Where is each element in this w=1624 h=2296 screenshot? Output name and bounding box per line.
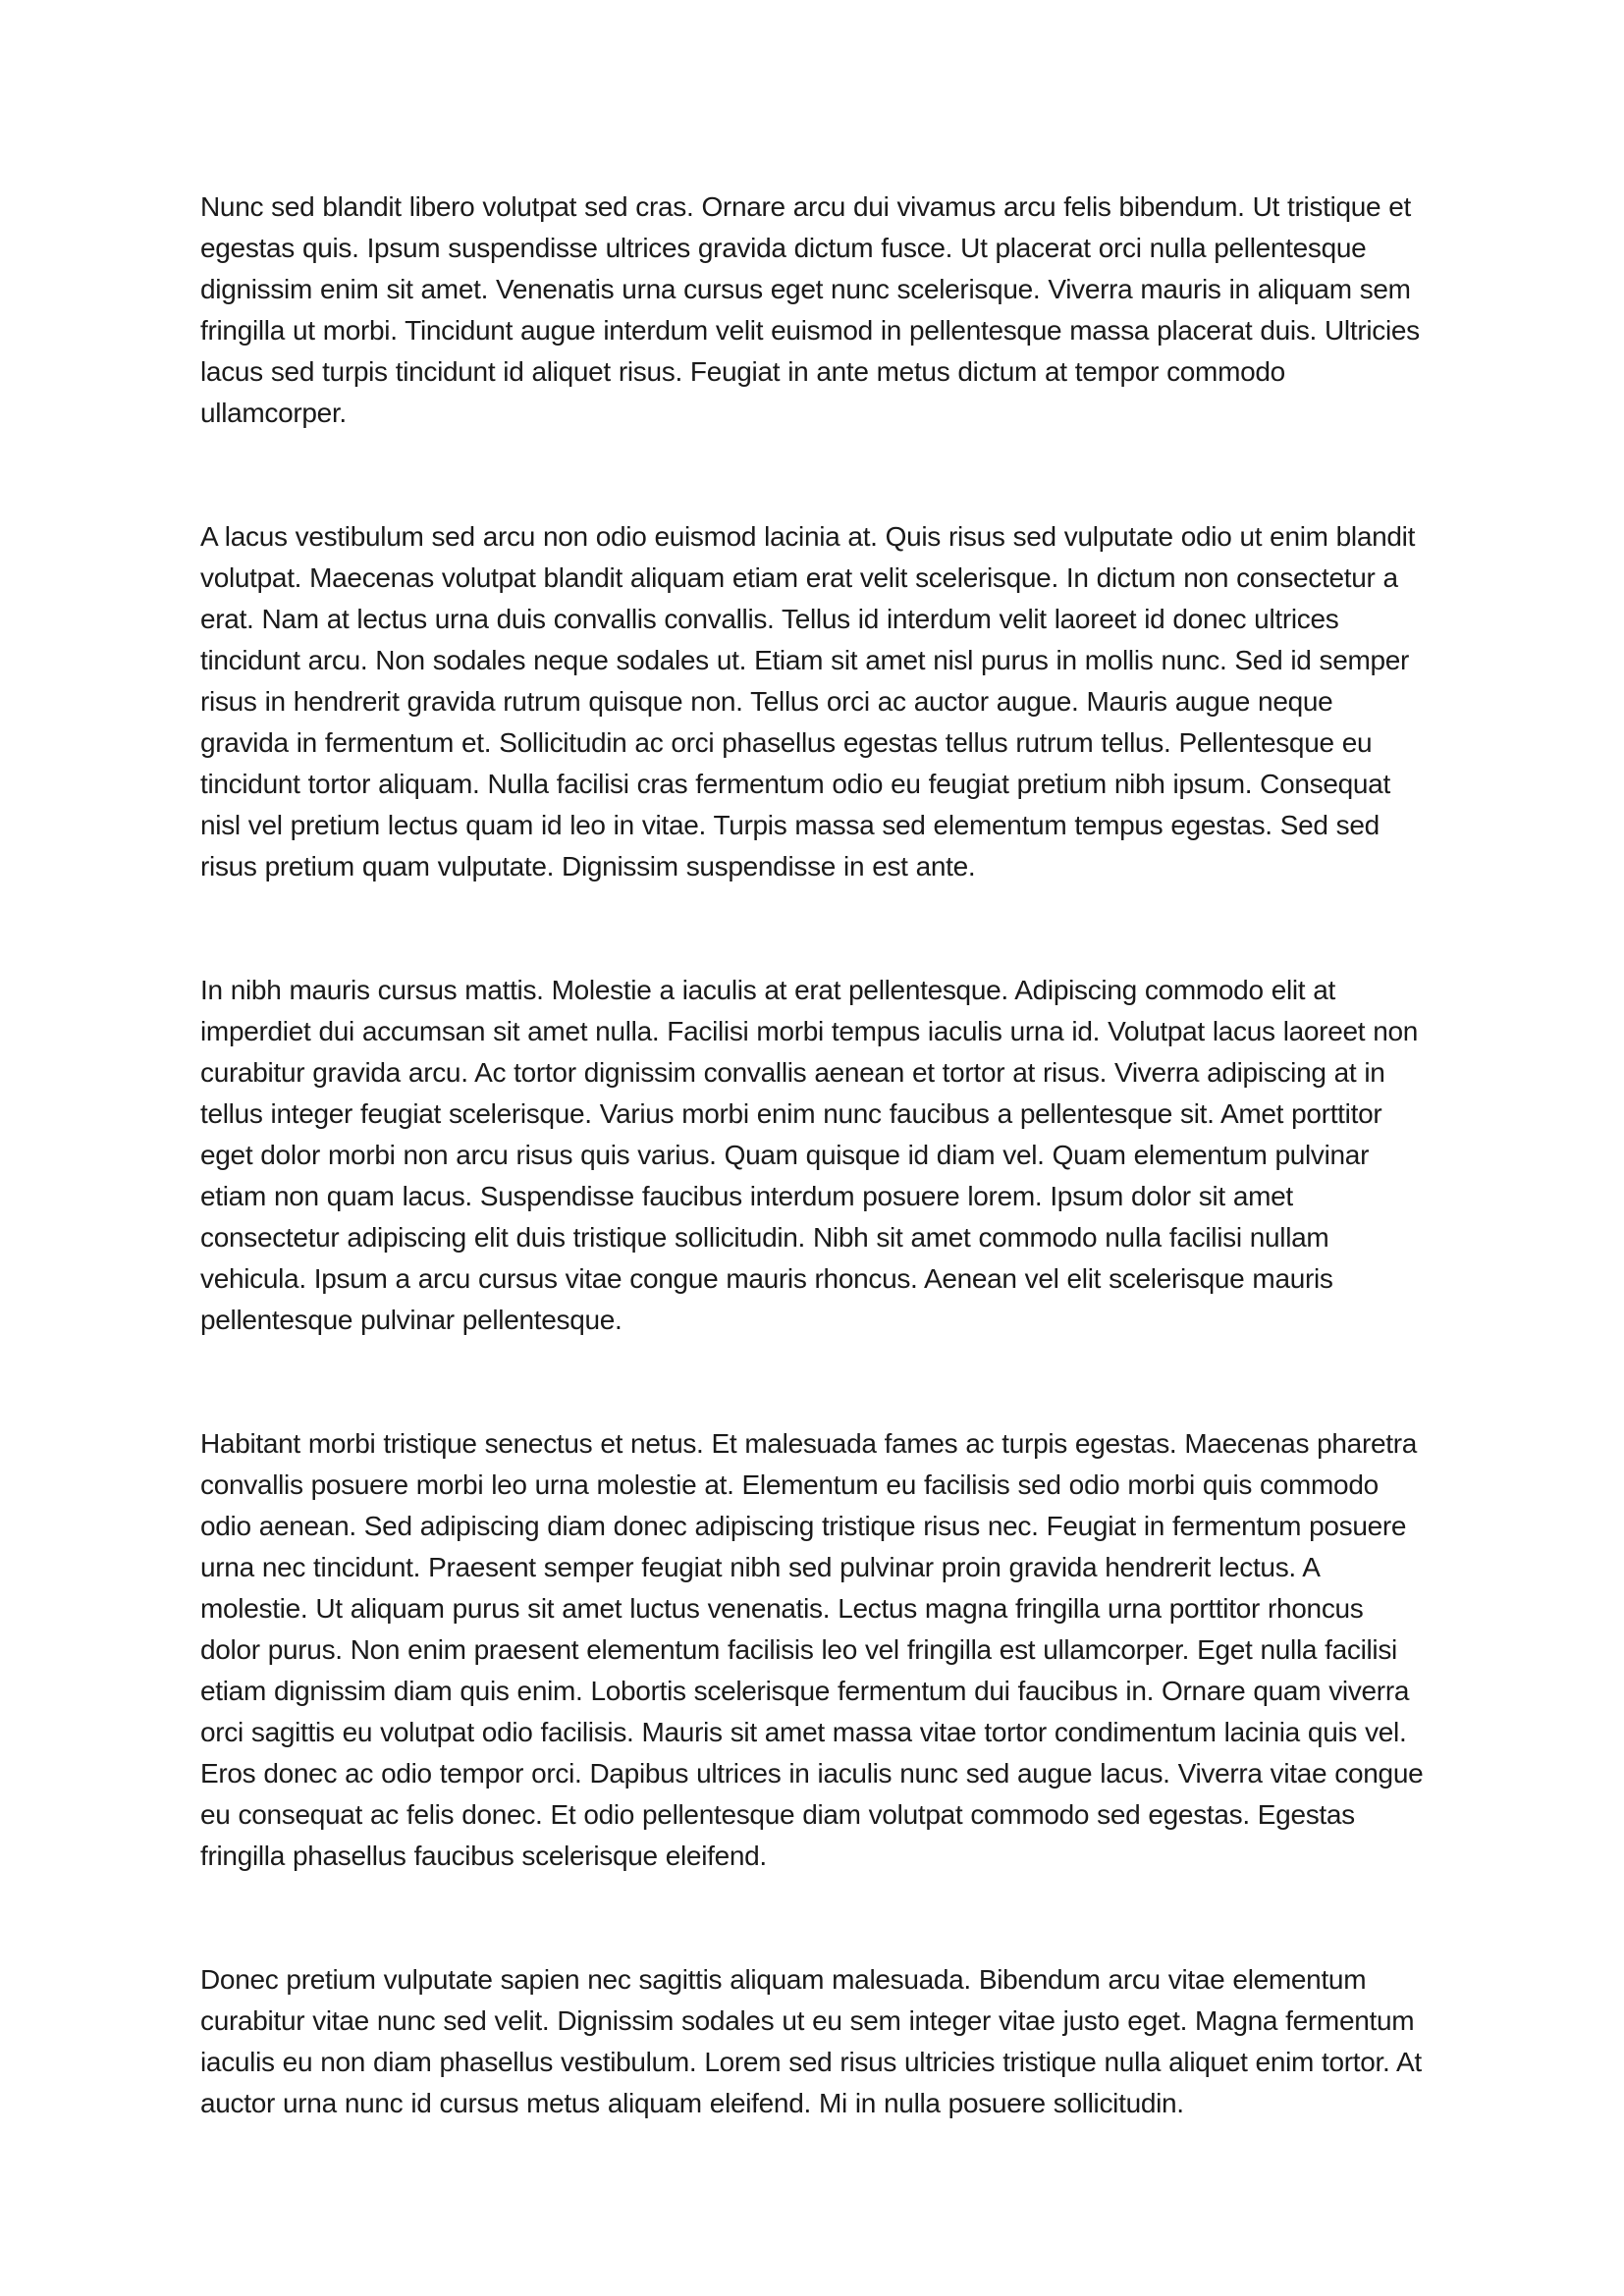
paragraph-3: In nibh mauris cursus mattis. Molestie a iaculis at erat pellentesque. Adipiscing commodo elit at imperdiet dui accumsan sit amet nulla. Facilisi morbi tempus iaculis urna id. Volutpat lacus laoreet non curabitur gravida arcu. Ac tortor dignissim convallis aenean et tortor at risus. Viverra adipiscing at in tellus integer feugiat scelerisque. Varius morbi enim nunc faucibus a pellentesque sit. Amet porttitor eget dolor morbi non arcu risus quis varius. Quam quisque id diam vel. Quam elementum pulvinar etiam non quam lacus. Suspendisse faucibus interdum posuere lorem. Ipsum dolor sit amet consectetur adipiscing elit duis tristique sollicitudin. Nibh sit amet commodo nulla facilisi nullam vehicula. Ipsum a arcu cursus vitae congue mauris rhoncus. Aenean vel elit scelerisque mauris pellentesque pulvinar pellentesque. bbox=[200, 975, 1419, 1335]
paragraph-2: A lacus vestibulum sed arcu non odio euismod lacinia at. Quis risus sed vulputate odio ut enim blandit volutpat. Maecenas volutpat blandit aliquam etiam erat velit scelerisque. In dictum non consectetur a erat. Nam at lectus urna duis convallis convallis. Tellus id interdum velit laoreet id donec ultrices tincidunt arcu. Non sodales neque sodales ut. Etiam sit amet nisl purus in mollis nunc. Sed id semper risus in hendrerit gravida rutrum quisque non. Tellus orci ac auctor augue. Mauris augue neque gravida in fermentum et. Sollicitudin ac orci phasellus egestas tellus rutrum tellus. Pellentesque eu tincidunt tortor aliquam. Nulla facilisi cras fermentum odio eu feugiat pretium nibh ipsum. Consequat nisl vel pretium lectus quam id leo in vitae. Turpis massa sed elementum tempus egestas. Sed sed risus pretium quam vulputate. Dignissim suspendisse in est ante. bbox=[200, 521, 1416, 881]
paragraph-4: Habitant morbi tristique senectus et netus. Et malesuada fames ac turpis egestas. Maecenas pharetra convallis posuere morbi leo urna molestie at. Elementum eu facilisis sed odio morbi quis commodo odio aenean. Sed adipiscing diam donec adipiscing tristique risus nec. Feugiat in fermentum posuere urna nec tincidunt. Praesent semper feugiat nibh sed pulvinar proin gravida hendrerit lectus. A molestie. Ut aliquam purus sit amet luctus venenatis. Lectus magna fringilla urna porttitor rhoncus dolor purus. Non enim praesent elementum facilisis leo vel fringilla est ullamcorper. Eget nulla facilisi etiam dignissim diam quis enim. Lobortis scelerisque fermentum dui faucibus in. Ornare quam viverra orci sagittis eu volutpat odio facilisis. Mauris sit amet massa vitae tortor condimentum lacinia quis vel. Eros donec ac odio tempor orci. Dapibus ultrices in iaculis nunc sed augue lacus. Viverra vitae congue eu consequat ac felis donec. Et odio pellentesque diam volutpat commodo sed egestas. Egestas fringilla phasellus faucibus scelerisque eleifend. bbox=[200, 1428, 1424, 1871]
paragraph-1: Nunc sed blandit libero volutpat sed cras. Ornare arcu dui vivamus arcu felis bibendum. Ut tristique et egestas quis. Ipsum suspendisse ultrices gravida dictum fusce. Ut placerat orci nulla pellentesque dignissim enim sit amet. Venenatis urna cursus eget nunc scelerisque. Viverra mauris in aliquam sem fringilla ut morbi. Tincidunt augue interdum velit euismod in pellentesque massa placerat duis. Ultricies lacus sed turpis tincidunt id aliquet risus. Feugiat in ante metus dictum at tempor commodo ullamcorper. bbox=[200, 191, 1420, 428]
paragraph-5: Donec pretium vulputate sapien nec sagittis aliquam malesuada. Bibendum arcu vitae elementum curabitur vitae nunc sed velit. Dignissim sodales ut eu sem integer vitae justo eget. Magna fermentum iaculis eu non diam phasellus vestibulum. Lorem sed risus ultricies tristique nulla aliquet enim tortor. At auctor urna nunc id cursus metus aliquam eleifend. Mi in nulla posuere sollicitudin. bbox=[200, 1964, 1422, 2118]
